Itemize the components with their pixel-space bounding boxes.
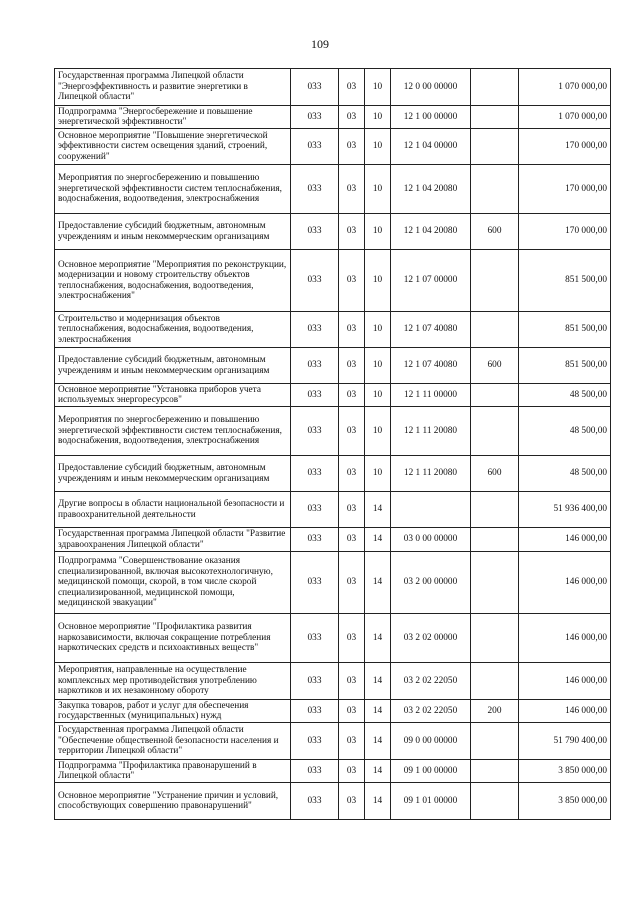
table-row [55,348,611,384]
cell-target-code: 12 1 07 40080 [391,312,471,348]
cell-name: Мероприятия, направленные на осуществление комплексных мер противодействия употреблению наркотиков и их незаконному обороту [55,663,291,700]
cell-expense-type [471,106,519,129]
cell-subsection-code: 14 [365,492,391,528]
cell-name: Государственная программа Липецкой области "Развитие здравоохранения Липецкой области" [55,528,291,552]
cell-name: Государственная программа Липецкой области "Обеспечение общественной безопасности населения и территории Липецкой области" [55,723,291,760]
cell-target-code: 03 0 00 00000 [391,528,471,552]
table-row [55,663,611,700]
cell-name: Подпрограмма "Совершенствование оказания специализированной, включая высокотехнологичную, медицинской помощи, скорой, в том числе скорой специализированной, медицинской помощи, медицинской эвакуации" [55,552,291,614]
cell-subsection-code: 10 [365,106,391,129]
cell-amount: 851 500,00 [519,250,611,312]
cell-name: Основное мероприятие "Мероприятия по реконструкции, модернизации и новому строительству объектов теплоснабжения, водоснабжения, водоотведения, электроснабжения" [55,250,291,312]
cell-ministry-code: 033 [291,614,339,663]
cell-expense-type [471,129,519,165]
cell-target-code: 12 1 11 20080 [391,456,471,492]
cell-ministry-code: 033 [291,528,339,552]
cell-section-code: 03 [339,552,365,614]
cell-name: Основное мероприятие "Устранение причин и условий, способствующих совершению правонарушений" [55,783,291,820]
cell-name: Государственная программа Липецкой области "Энергоэффективность и развитие энергетики в Липецкой области" [55,69,291,106]
cell-ministry-code: 033 [291,723,339,760]
cell-ministry-code: 033 [291,250,339,312]
cell-subsection-code: 14 [365,783,391,820]
cell-name: Мероприятия по энергосбережению и повышению энергетической эффективности систем теплоснабжения, водоснабжения, водоотведения, электроснабжения [55,165,291,214]
cell-ministry-code: 033 [291,760,339,783]
cell-amount: 51 790 400,00 [519,723,611,760]
cell-amount: 146 000,00 [519,552,611,614]
cell-ministry-code: 033 [291,407,339,456]
cell-section-code: 03 [339,250,365,312]
cell-ministry-code: 033 [291,312,339,348]
cell-ministry-code: 033 [291,783,339,820]
cell-amount: 3 850 000,00 [519,760,611,783]
cell-target-code: 09 1 01 00000 [391,783,471,820]
cell-target-code: 12 1 04 20080 [391,214,471,250]
budget-table [54,68,611,820]
table-row [55,723,611,760]
cell-section-code: 03 [339,348,365,384]
cell-target-code: 03 2 02 00000 [391,614,471,663]
cell-expense-type: 600 [471,348,519,384]
cell-section-code: 03 [339,69,365,106]
cell-expense-type [471,312,519,348]
cell-section-code: 03 [339,106,365,129]
cell-amount: 146 000,00 [519,614,611,663]
cell-name: Другие вопросы в области национальной безопасности и правоохранительной деятельности [55,492,291,528]
table-row [55,700,611,723]
cell-subsection-code: 14 [365,528,391,552]
cell-subsection-code: 10 [365,69,391,106]
cell-name: Основное мероприятие "Установка приборов учета используемых энергоресурсов" [55,384,291,407]
cell-subsection-code: 10 [365,129,391,165]
cell-section-code: 03 [339,456,365,492]
cell-subsection-code: 10 [365,214,391,250]
table-row [55,614,611,663]
cell-expense-type [471,407,519,456]
cell-subsection-code: 14 [365,614,391,663]
cell-amount: 146 000,00 [519,528,611,552]
cell-amount: 48 500,00 [519,456,611,492]
cell-expense-type [471,783,519,820]
cell-expense-type: 600 [471,214,519,250]
cell-ministry-code: 033 [291,384,339,407]
cell-subsection-code: 14 [365,760,391,783]
cell-subsection-code: 10 [365,407,391,456]
table-row [55,760,611,783]
cell-ministry-code: 033 [291,69,339,106]
table-row [55,69,611,106]
cell-subsection-code: 14 [365,552,391,614]
table-row [55,106,611,129]
cell-subsection-code: 10 [365,384,391,407]
table-row [55,407,611,456]
cell-target-code: 03 2 00 00000 [391,552,471,614]
table-row [55,528,611,552]
cell-amount: 146 000,00 [519,663,611,700]
cell-amount: 3 850 000,00 [519,783,611,820]
cell-name: Строительство и модернизация объектов теплоснабжения, водоснабжения, водоотведения, электроснабжения [55,312,291,348]
table-row [55,492,611,528]
cell-name: Основное мероприятие "Профилактика развития наркозависимости, включая сокращение потребления наркотических средств и психоактивных веществ" [55,614,291,663]
table-row [55,214,611,250]
cell-amount: 851 500,00 [519,312,611,348]
cell-ministry-code: 033 [291,106,339,129]
cell-target-code: 12 0 00 00000 [391,69,471,106]
cell-ministry-code: 033 [291,456,339,492]
cell-section-code: 03 [339,783,365,820]
cell-amount: 170 000,00 [519,214,611,250]
table-row [55,456,611,492]
cell-target-code: 12 1 11 20080 [391,407,471,456]
cell-subsection-code: 14 [365,723,391,760]
cell-section-code: 03 [339,214,365,250]
page-number: 109 [311,37,329,51]
cell-subsection-code: 14 [365,700,391,723]
cell-amount: 48 500,00 [519,407,611,456]
cell-target-code: 12 1 04 00000 [391,129,471,165]
cell-ministry-code: 033 [291,129,339,165]
table-row [55,384,611,407]
cell-amount: 170 000,00 [519,129,611,165]
cell-target-code: 12 1 07 40080 [391,348,471,384]
cell-section-code: 03 [339,492,365,528]
table-row [55,165,611,214]
cell-amount: 170 000,00 [519,165,611,214]
cell-amount: 1 070 000,00 [519,69,611,106]
cell-section-code: 03 [339,129,365,165]
cell-subsection-code: 10 [365,348,391,384]
cell-expense-type [471,528,519,552]
cell-section-code: 03 [339,407,365,456]
cell-name: Подпрограмма "Профилактика правонарушений в Липецкой области" [55,760,291,783]
cell-expense-type: 600 [471,456,519,492]
cell-amount: 48 500,00 [519,384,611,407]
cell-expense-type [471,165,519,214]
cell-ministry-code: 033 [291,700,339,723]
cell-target-code: 12 1 07 00000 [391,250,471,312]
cell-expense-type [471,69,519,106]
cell-target-code: 12 1 04 20080 [391,165,471,214]
cell-target-code [391,492,471,528]
cell-section-code: 03 [339,723,365,760]
table-row [55,783,611,820]
cell-name: Предоставление субсидий бюджетным, автономным учреждениям и иным некоммерческим организациям [55,456,291,492]
cell-subsection-code: 14 [365,663,391,700]
cell-expense-type [471,663,519,700]
cell-name: Основное мероприятие "Повышение энергетической эффективности систем освещения зданий, строений, сооружений" [55,129,291,165]
cell-name: Подпрограмма "Энергосбережение и повышение энергетической эффективности" [55,106,291,129]
cell-expense-type [471,492,519,528]
cell-expense-type [471,250,519,312]
cell-expense-type [471,760,519,783]
cell-expense-type: 200 [471,700,519,723]
cell-subsection-code: 10 [365,250,391,312]
cell-section-code: 03 [339,760,365,783]
cell-subsection-code: 10 [365,456,391,492]
cell-ministry-code: 033 [291,214,339,250]
cell-expense-type [471,552,519,614]
cell-ministry-code: 033 [291,492,339,528]
cell-name: Мероприятия по энергосбережению и повышению энергетической эффективности систем теплоснабжения, водоснабжения, водоотведения, электроснабжения [55,407,291,456]
cell-target-code: 12 1 11 00000 [391,384,471,407]
cell-expense-type [471,723,519,760]
cell-amount: 51 936 400,00 [519,492,611,528]
cell-section-code: 03 [339,528,365,552]
table-row [55,312,611,348]
cell-subsection-code: 10 [365,165,391,214]
cell-name: Предоставление субсидий бюджетным, автономным учреждениям и иным некоммерческим организациям [55,348,291,384]
table-row [55,250,611,312]
cell-amount: 851 500,00 [519,348,611,384]
cell-section-code: 03 [339,614,365,663]
cell-section-code: 03 [339,663,365,700]
cell-name: Закупка товаров, работ и услуг для обеспечения государственных (муниципальных) нужд [55,700,291,723]
cell-target-code: 09 1 00 00000 [391,760,471,783]
table-row [55,129,611,165]
cell-name: Предоставление субсидий бюджетным, автономным учреждениям и иным некоммерческим организациям [55,214,291,250]
cell-ministry-code: 033 [291,165,339,214]
cell-subsection-code: 10 [365,312,391,348]
cell-target-code: 12 1 00 00000 [391,106,471,129]
cell-target-code: 03 2 02 22050 [391,700,471,723]
cell-target-code: 03 2 02 22050 [391,663,471,700]
cell-section-code: 03 [339,165,365,214]
cell-target-code: 09 0 00 00000 [391,723,471,760]
cell-section-code: 03 [339,384,365,407]
cell-section-code: 03 [339,312,365,348]
cell-amount: 1 070 000,00 [519,106,611,129]
table-row [55,552,611,614]
cell-ministry-code: 033 [291,663,339,700]
cell-section-code: 03 [339,700,365,723]
cell-ministry-code: 033 [291,552,339,614]
cell-expense-type [471,384,519,407]
cell-expense-type [471,614,519,663]
cell-amount: 146 000,00 [519,700,611,723]
cell-ministry-code: 033 [291,348,339,384]
